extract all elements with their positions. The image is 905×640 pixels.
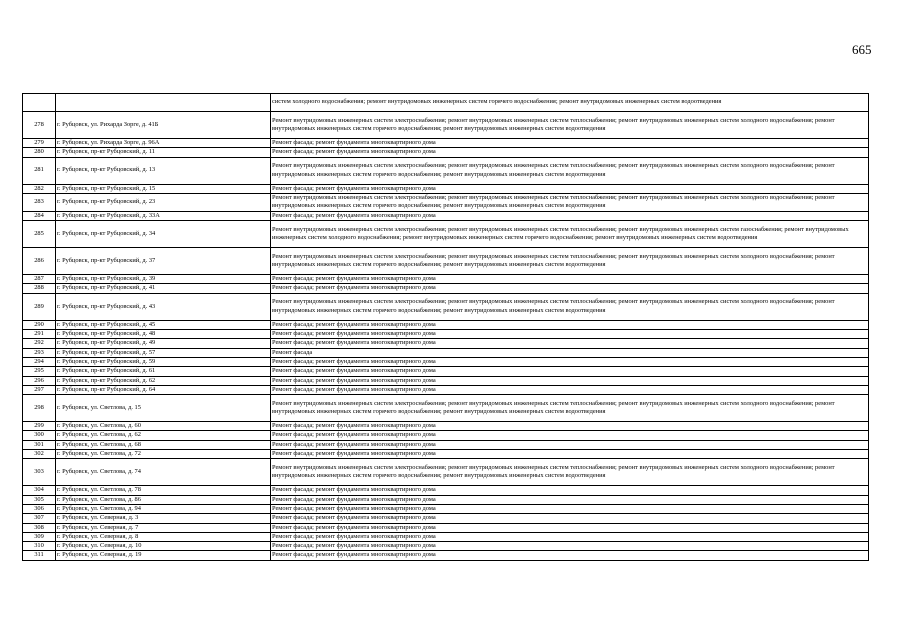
row-number-cell: 296 xyxy=(23,376,56,385)
address-cell: г. Рубцовск, пр-кт Рубцовский, д. 11 xyxy=(56,148,271,157)
table-row xyxy=(23,320,869,329)
row-number-cell: 311 xyxy=(23,551,56,560)
table-row xyxy=(23,367,869,376)
row-number-cell: 294 xyxy=(23,357,56,366)
row-number-cell: 287 xyxy=(23,275,56,284)
work-cell: Ремонт фасада; ремонт фундамента многоквартирного дома xyxy=(271,148,869,157)
work-cell: Ремонт внутридомовых инженерных систем электроснабжения; ремонт внутридомовых инженерных систем теплоснабжения; ремонт внутридомовых инженерных систем холодного водоснабжения; ремонт внутридомовых инженерных систем горячего водоснабжения; ремонт внутридомовых инженерных систем водоотведения xyxy=(271,112,869,139)
table-row xyxy=(23,395,869,422)
address-cell: г. Рубцовск, ул. Рихарда Зорге, д. 41Б xyxy=(56,112,271,139)
row-number-cell: 283 xyxy=(23,193,56,211)
table-row xyxy=(23,139,869,148)
table-row xyxy=(23,440,869,449)
address-cell: г. Рубцовск, пр-кт Рубцовский, д. 43 xyxy=(56,293,271,320)
work-cell: Ремонт фасада; ремонт фундамента многоквартирного дома xyxy=(271,514,869,523)
table-row xyxy=(23,459,869,486)
row-number-cell: 290 xyxy=(23,320,56,329)
row-number-cell: 278 xyxy=(23,112,56,139)
work-cell: Ремонт фасада; ремонт фундамента многоквартирного дома xyxy=(271,385,869,394)
address-cell: г. Рубцовск, пр-кт Рубцовский, д. 62 xyxy=(56,376,271,385)
table-row xyxy=(23,221,869,248)
row-number-cell: 295 xyxy=(23,367,56,376)
table-row xyxy=(23,495,869,504)
row-number-cell: 298 xyxy=(23,395,56,422)
table-row xyxy=(23,376,869,385)
address-cell: г. Рубцовск, ул. Светлова, д. 86 xyxy=(56,495,271,504)
repair-registry-table xyxy=(22,93,869,561)
work-cell: Ремонт внутридомовых инженерных систем электроснабжения; ремонт внутридомовых инженерных систем теплоснабжения; ремонт внутридомовых инженерных систем холодного водоснабжения; ремонт внутридомовых инженерных систем горячего водоснабжения; ремонт внутридомовых инженерных систем водоотведения xyxy=(271,395,869,422)
table-row xyxy=(23,542,869,551)
work-cell: Ремонт внутридомовых инженерных систем электроснабжения; ремонт внутридомовых инженерных систем теплоснабжения; ремонт внутридомовых инженерных систем холодного водоснабжения; ремонт внутридомовых инженерных систем горячего водоснабжения; ремонт внутридомовых инженерных систем водоотведения xyxy=(271,293,869,320)
work-cell: Ремонт фасада; ремонт фундамента многоквартирного дома xyxy=(271,486,869,495)
row-number-cell: 304 xyxy=(23,486,56,495)
page-number: 665 xyxy=(852,42,872,57)
work-cell: Ремонт фасада; ремонт фундамента многоквартирного дома xyxy=(271,357,869,366)
address-cell: г. Рубцовск, пр-кт Рубцовский, д. 37 xyxy=(56,248,271,275)
address-cell: г. Рубцовск, ул. Северная, д. 8 xyxy=(56,532,271,541)
address-cell: г. Рубцовск, пр-кт Рубцовский, д. 49 xyxy=(56,339,271,348)
row-number-cell: 297 xyxy=(23,385,56,394)
table-row xyxy=(23,284,869,293)
work-cell: Ремонт фасада; ремонт фундамента многоквартирного дома xyxy=(271,184,869,193)
row-number-cell: 301 xyxy=(23,440,56,449)
table-row xyxy=(23,148,869,157)
row-number-cell: 299 xyxy=(23,422,56,431)
row-number-cell xyxy=(23,94,56,112)
row-number-cell: 289 xyxy=(23,293,56,320)
row-number-cell: 310 xyxy=(23,542,56,551)
table-row-continuation xyxy=(23,94,869,112)
work-cell: Ремонт фасада; ремонт фундамента многоквартирного дома xyxy=(271,551,869,560)
row-number-cell: 286 xyxy=(23,248,56,275)
row-number-cell: 291 xyxy=(23,330,56,339)
table-row xyxy=(23,330,869,339)
work-cell: Ремонт фасада; ремонт фундамента многоквартирного дома xyxy=(271,523,869,532)
row-number-cell: 303 xyxy=(23,459,56,486)
table-row xyxy=(23,357,869,366)
address-cell: г. Рубцовск, ул. Северная, д. 3 xyxy=(56,514,271,523)
address-cell: г. Рубцовск, ул. Светлова, д. 78 xyxy=(56,486,271,495)
address-cell: г. Рубцовск, ул. Светлова, д. 60 xyxy=(56,422,271,431)
work-cell: Ремонт фасада; ремонт фундамента многоквартирного дома xyxy=(271,495,869,504)
address-cell: г. Рубцовск, ул. Северная, д. 19 xyxy=(56,551,271,560)
row-number-cell: 305 xyxy=(23,495,56,504)
row-number-cell: 285 xyxy=(23,221,56,248)
address-cell: г. Рубцовск, ул. Северная, д. 7 xyxy=(56,523,271,532)
table-row xyxy=(23,211,869,220)
address-cell: г. Рубцовск, ул. Северная, д. 10 xyxy=(56,542,271,551)
table-row xyxy=(23,339,869,348)
row-number-cell: 309 xyxy=(23,532,56,541)
address-cell: г. Рубцовск, ул. Светлова, д. 15 xyxy=(56,395,271,422)
work-cell: систем холодного водоснабжения; ремонт внутридомовых инженерных систем горячего водоснабжения; ремонт внутридомовых инженерных систем водоотведения xyxy=(271,94,869,112)
table-row xyxy=(23,486,869,495)
work-cell: Ремонт фасада xyxy=(271,348,869,357)
table-row xyxy=(23,422,869,431)
table-row xyxy=(23,523,869,532)
row-number-cell: 282 xyxy=(23,184,56,193)
address-cell: г. Рубцовск, пр-кт Рубцовский, д. 61 xyxy=(56,367,271,376)
address-cell: г. Рубцовск, ул. Светлова, д. 68 xyxy=(56,440,271,449)
table-row xyxy=(23,348,869,357)
work-cell: Ремонт фасада; ремонт фундамента многоквартирного дома xyxy=(271,284,869,293)
table-row xyxy=(23,293,869,320)
row-number-cell: 292 xyxy=(23,339,56,348)
address-cell: г. Рубцовск, пр-кт Рубцовский, д. 39 xyxy=(56,275,271,284)
table-row xyxy=(23,551,869,560)
table-row xyxy=(23,112,869,139)
table-row xyxy=(23,532,869,541)
work-cell: Ремонт внутридомовых инженерных систем электроснабжения; ремонт внутридомовых инженерных систем теплоснабжения; ремонт внутридомовых инженерных систем холодного водоснабжения; ремонт внутридомовых инженерных систем горячего водоснабжения; ремонт внутридомовых инженерных систем водоотведения xyxy=(271,193,869,211)
work-cell: Ремонт фасада; ремонт фундамента многоквартирного дома xyxy=(271,211,869,220)
address-cell: г. Рубцовск, пр-кт Рубцовский, д. 48 xyxy=(56,330,271,339)
work-cell: Ремонт внутридомовых инженерных систем электроснабжения; ремонт внутридомовых инженерных систем теплоснабжения; ремонт внутридомовых инженерных систем холодного водоснабжения; ремонт внутридомовых инженерных систем горячего водоснабжения; ремонт внутридомовых инженерных систем водоотведения xyxy=(271,157,869,184)
work-cell: Ремонт фасада; ремонт фундамента многоквартирного дома xyxy=(271,431,869,440)
row-number-cell: 281 xyxy=(23,157,56,184)
work-cell: Ремонт фасада; ремонт фундамента многоквартирного дома xyxy=(271,532,869,541)
row-number-cell: 307 xyxy=(23,514,56,523)
work-cell: Ремонт фасада; ремонт фундамента многоквартирного дома xyxy=(271,367,869,376)
address-cell: г. Рубцовск, ул. Светлова, д. 74 xyxy=(56,459,271,486)
table-row xyxy=(23,431,869,440)
address-cell: г. Рубцовск, пр-кт Рубцовский, д. 41 xyxy=(56,284,271,293)
work-cell: Ремонт фасада; ремонт фундамента многоквартирного дома xyxy=(271,504,869,513)
work-cell: Ремонт внутридомовых инженерных систем электроснабжения; ремонт внутридомовых инженерных систем теплоснабжения; ремонт внутридомовых инженерных систем газоснабжения; ремонт внутридомовых инженерных систем холодного водоснабжения; ремонт внутридомовых инженерных систем горячего водоснабжения; ремонт внутридомовых инженерных систем водоотведения xyxy=(271,221,869,248)
work-cell: Ремонт внутридомовых инженерных систем электроснабжения; ремонт внутридомовых инженерных систем теплоснабжения; ремонт внутридомовых инженерных систем холодного водоснабжения; ремонт внутридомовых инженерных систем горячего водоснабжения; ремонт внутридомовых инженерных систем водоотведения xyxy=(271,459,869,486)
address-cell: г. Рубцовск, пр-кт Рубцовский, д. 59 xyxy=(56,357,271,366)
row-number-cell: 284 xyxy=(23,211,56,220)
table-row xyxy=(23,450,869,459)
address-cell: г. Рубцовск, ул. Светлова, д. 94 xyxy=(56,504,271,513)
table-row xyxy=(23,157,869,184)
table-row xyxy=(23,184,869,193)
work-cell: Ремонт фасада; ремонт фундамента многоквартирного дома xyxy=(271,320,869,329)
row-number-cell: 293 xyxy=(23,348,56,357)
work-cell: Ремонт фасада; ремонт фундамента многоквартирного дома xyxy=(271,376,869,385)
table-row xyxy=(23,504,869,513)
address-cell: г. Рубцовск, пр-кт Рубцовский, д. 33А xyxy=(56,211,271,220)
work-cell: Ремонт фасада; ремонт фундамента многоквартирного дома xyxy=(271,339,869,348)
address-cell: г. Рубцовск, ул. Рихарда Зорге, д. 96А xyxy=(56,139,271,148)
table-row xyxy=(23,193,869,211)
row-number-cell: 300 xyxy=(23,431,56,440)
address-cell xyxy=(56,94,271,112)
row-number-cell: 280 xyxy=(23,148,56,157)
table-row xyxy=(23,385,869,394)
address-cell: г. Рубцовск, пр-кт Рубцовский, д. 57 xyxy=(56,348,271,357)
work-cell: Ремонт фасада; ремонт фундамента многоквартирного дома xyxy=(271,422,869,431)
address-cell: г. Рубцовск, пр-кт Рубцовский, д. 45 xyxy=(56,320,271,329)
row-number-cell: 308 xyxy=(23,523,56,532)
row-number-cell: 288 xyxy=(23,284,56,293)
row-number-cell: 302 xyxy=(23,450,56,459)
work-cell: Ремонт фасада; ремонт фундамента многоквартирного дома xyxy=(271,275,869,284)
table-row xyxy=(23,275,869,284)
address-cell: г. Рубцовск, ул. Светлова, д. 62 xyxy=(56,431,271,440)
row-number-cell: 306 xyxy=(23,504,56,513)
address-cell: г. Рубцовск, пр-кт Рубцовский, д. 13 xyxy=(56,157,271,184)
table-row xyxy=(23,514,869,523)
address-cell: г. Рубцовск, ул. Светлова, д. 72 xyxy=(56,450,271,459)
address-cell: г. Рубцовск, пр-кт Рубцовский, д. 64 xyxy=(56,385,271,394)
work-cell: Ремонт фасада; ремонт фундамента многоквартирного дома xyxy=(271,139,869,148)
table-row xyxy=(23,248,869,275)
address-cell: г. Рубцовск, пр-кт Рубцовский, д. 34 xyxy=(56,221,271,248)
work-cell: Ремонт фасада; ремонт фундамента многоквартирного дома xyxy=(271,450,869,459)
work-cell: Ремонт фасада; ремонт фундамента многоквартирного дома xyxy=(271,542,869,551)
address-cell: г. Рубцовск, пр-кт Рубцовский, д. 23 xyxy=(56,193,271,211)
table-body xyxy=(23,94,869,561)
work-cell: Ремонт фасада; ремонт фундамента многоквартирного дома xyxy=(271,330,869,339)
work-cell: Ремонт внутридомовых инженерных систем электроснабжения; ремонт внутридомовых инженерных систем теплоснабжения; ремонт внутридомовых инженерных систем холодного водоснабжения; ремонт внутридомовых инженерных систем горячего водоснабжения; ремонт внутридомовых инженерных систем водоотведения xyxy=(271,248,869,275)
row-number-cell: 279 xyxy=(23,139,56,148)
address-cell: г. Рубцовск, пр-кт Рубцовский, д. 15 xyxy=(56,184,271,193)
work-cell: Ремонт фасада; ремонт фундамента многоквартирного дома xyxy=(271,440,869,449)
